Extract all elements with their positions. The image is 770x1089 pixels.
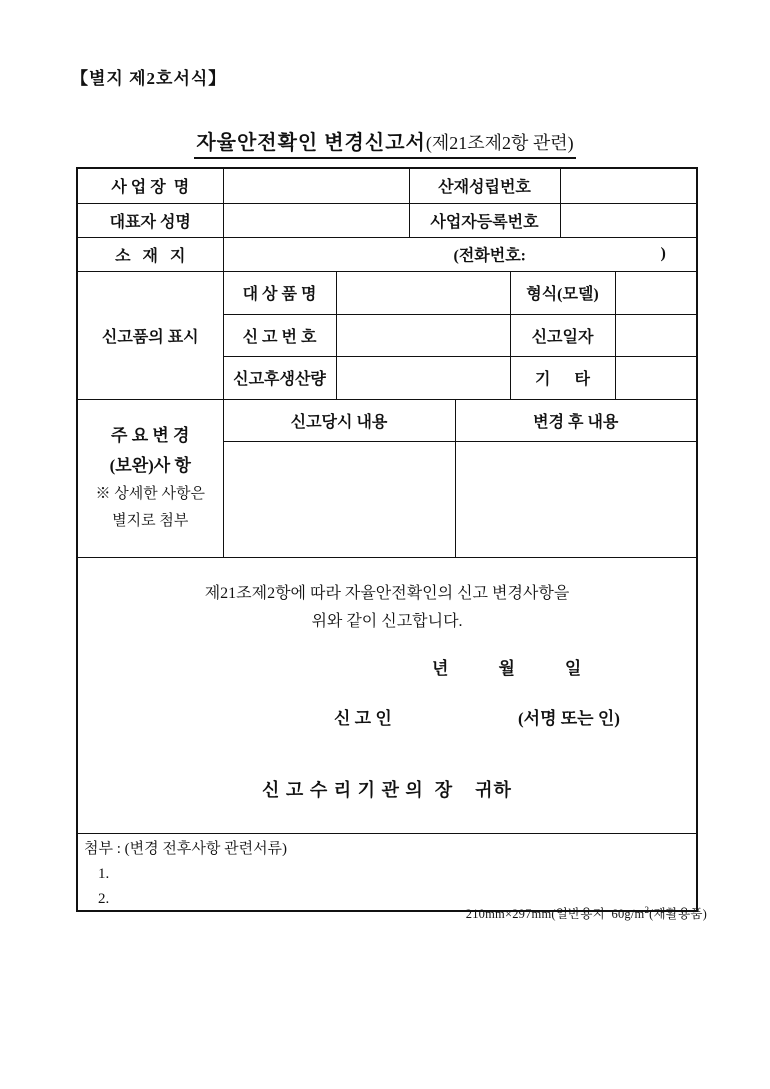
accident-insurance-number-field — [560, 168, 697, 203]
declaration-line-2: 위와 같이 신고합니다. — [311, 612, 463, 630]
major-change-section-label — [77, 399, 223, 557]
address-label: 소 재 지 — [77, 237, 223, 271]
page-title — [0, 126, 770, 159]
production-after-report-field — [336, 356, 510, 399]
attachment-section — [77, 833, 697, 911]
page-title-related-clause: (제21조제2항 관련) — [425, 133, 574, 153]
major-change-label-line: 주 요 변 경 — [111, 426, 190, 445]
table-row — [77, 557, 697, 833]
model-type-field — [615, 271, 697, 314]
signature-or-seal-label: (서명 또는 인) — [518, 708, 620, 728]
form-notice: 【별지 제2호서식】 — [71, 69, 227, 88]
table-row — [77, 399, 697, 441]
major-change-note-line: 별지로 첨부 — [112, 513, 189, 529]
product-name-label: 대 상 품 명 — [223, 271, 336, 314]
page-title-main: 자율안전확인 변경신고서 — [196, 132, 426, 154]
after-content-field — [455, 441, 697, 557]
etc-label: 기 타 — [510, 356, 615, 399]
product-name-field — [336, 271, 510, 314]
before-content-header: 신고당시 내용 — [223, 399, 455, 441]
business-name-field — [223, 168, 409, 203]
reported-product-section-label: 신고품의 표시 — [77, 271, 223, 399]
representative-name-field — [223, 203, 409, 237]
representative-name-label: 대표자 성명 — [77, 203, 223, 237]
footer-superscript: 2 — [644, 904, 650, 915]
business-name-label: 사 업 장 명 — [77, 168, 223, 203]
table-row — [77, 271, 697, 314]
after-content-header: 변경 후 내용 — [455, 399, 697, 441]
page-title-underline — [194, 126, 575, 159]
declaration-date-line — [432, 654, 581, 679]
attachment-item: 1. — [98, 865, 110, 882]
before-content-field — [223, 441, 455, 557]
attachment-item: 2. — [98, 890, 110, 907]
page-footer-note — [466, 904, 707, 922]
production-after-report-label: 신고후생산량 — [223, 356, 336, 399]
report-number-field — [336, 314, 510, 356]
attachment-title: 첨부 : (변경 전후사항 관련서류) — [84, 840, 288, 857]
declaration-line-1: 제21조제2항에 따라 자율안전확인의 신고 변경사항을 — [204, 584, 570, 602]
footer-paper-type: (재활용품) — [649, 907, 707, 921]
date-day-label: 일 — [564, 658, 582, 678]
table-row — [77, 237, 697, 271]
date-year-label: 년 — [432, 658, 449, 678]
address-field — [223, 237, 697, 271]
business-registration-number-field — [560, 203, 697, 237]
declarant-label: 신 고 인 — [334, 708, 392, 728]
business-registration-number-label: 사업자등록번호 — [409, 203, 560, 237]
form-table — [76, 167, 698, 912]
phone-close-paren: ) — [660, 245, 666, 262]
date-month-label: 월 — [498, 658, 515, 678]
table-row — [77, 203, 697, 237]
report-date-label: 신고일자 — [510, 314, 615, 356]
model-type-label: 형식(모델) — [510, 271, 615, 314]
footer-paper-spec: 210mm×297mm(일반용지 60g/m — [465, 907, 645, 921]
declaration-section — [77, 557, 697, 833]
report-date-field — [615, 314, 697, 356]
recipient-line: 신 고 수 리 기 관 의 장 귀하 — [262, 779, 512, 800]
table-row — [77, 833, 697, 911]
report-number-label: 신 고 번 호 — [223, 314, 336, 356]
etc-field — [615, 356, 697, 399]
major-change-note-line: ※ 상세한 사항은 — [95, 486, 205, 502]
major-change-label-line: (보완)사 항 — [109, 456, 191, 475]
accident-insurance-number-label: 산재성립번호 — [409, 168, 560, 203]
phone-number-label: (전화번호: — [453, 247, 526, 265]
table-row — [77, 168, 697, 203]
